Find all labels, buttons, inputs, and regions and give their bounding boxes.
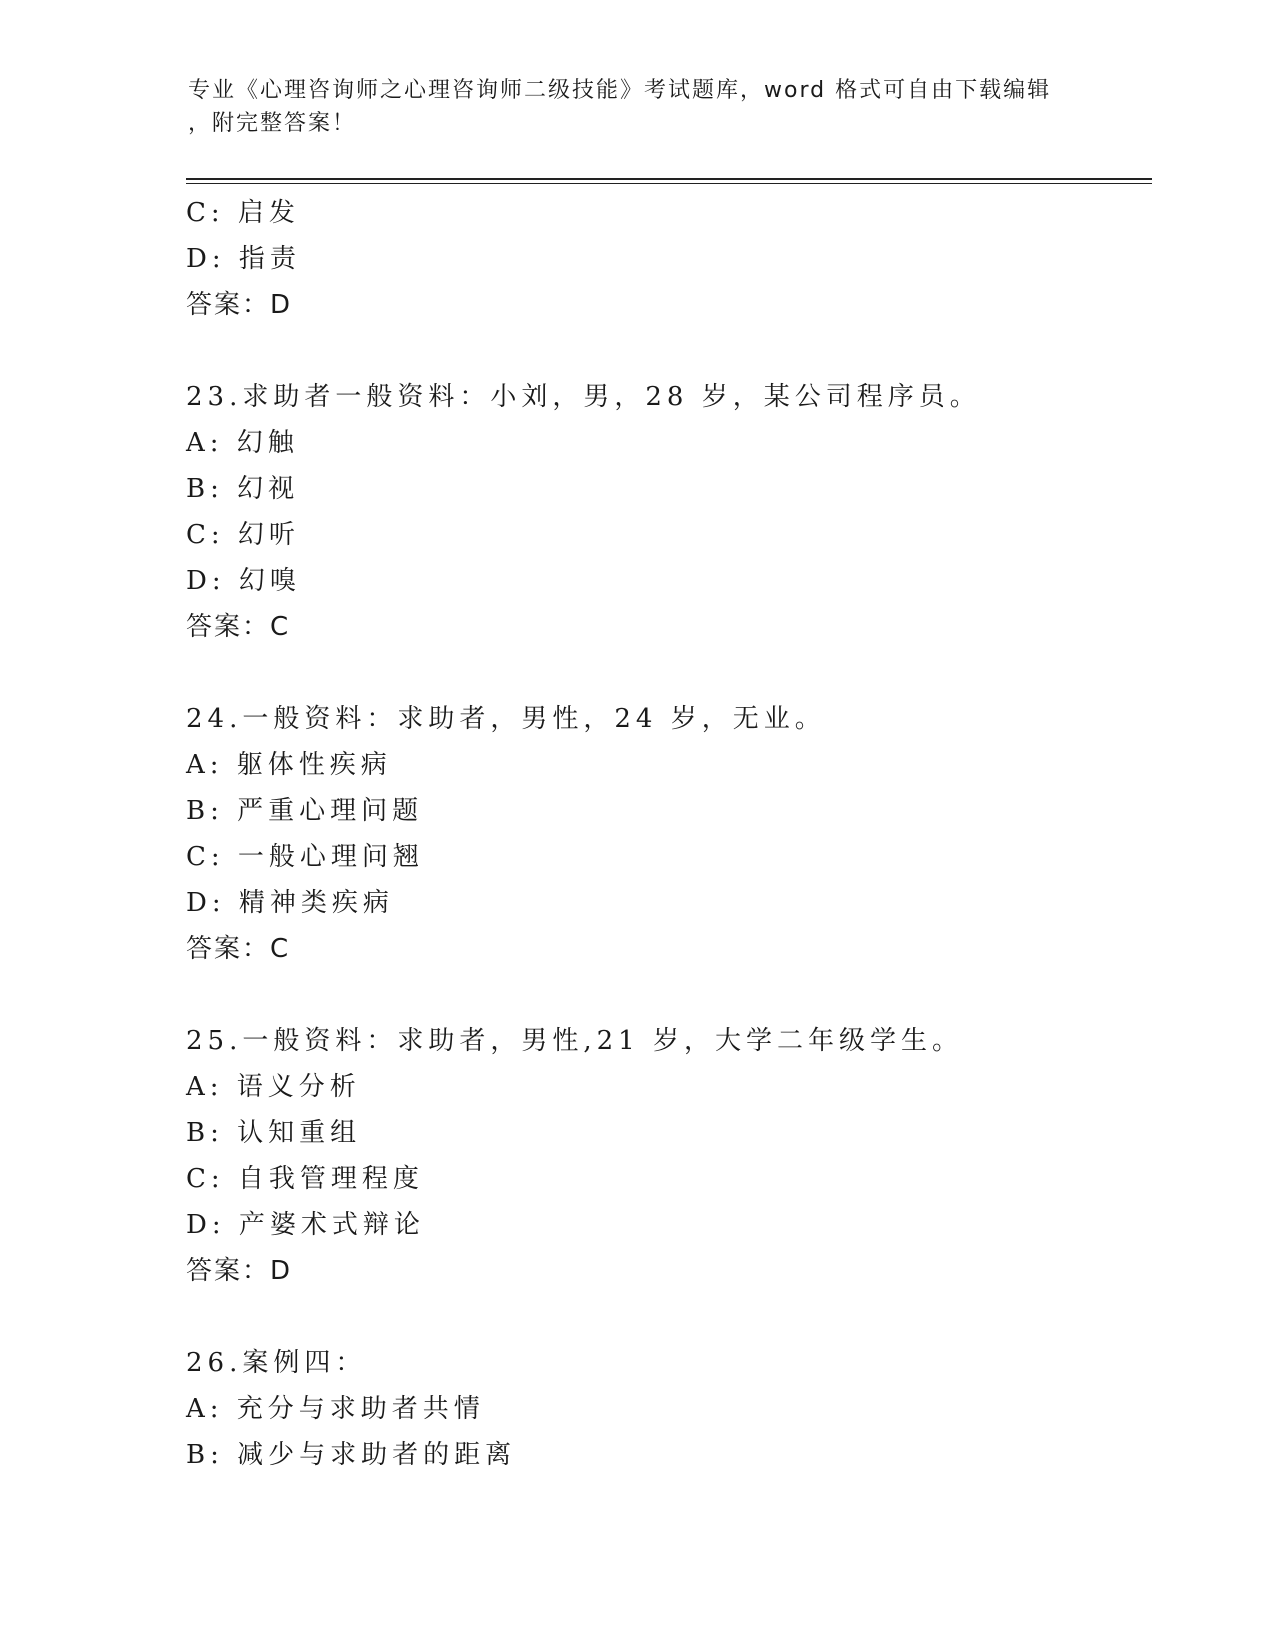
question-26 [186,1340,1146,1478]
option-d: D: 产婆术式辩论 [186,1210,425,1240]
option-a: A: 幻触 [186,428,299,458]
question-title: 26.案例四： [186,1348,367,1378]
option-d: D: 精神类疾病 [186,888,394,918]
document-header [188,74,1088,140]
answer-line: 答案：C [186,612,291,642]
option-c: C: 一般心理问翘 [186,842,424,872]
header-rule-thick [186,178,1152,180]
question-list [186,190,1146,1478]
question-25 [186,1018,1146,1294]
question-title: 24.一般资料：求助者，男性，24 岁，无业。 [186,704,826,734]
question-title: 25.一般资料：求助者，男性,21 岁，大学二年级学生。 [186,1026,963,1056]
answer-line: 答案：D [186,290,293,320]
question-fragment [186,190,1146,328]
question-title: 23.求助者一般资料：小刘，男，28 岁，某公司程序员。 [186,382,981,412]
option-a: A: 语义分析 [186,1072,361,1102]
header-line-1: 专业《心理咨询师之心理咨询师二级技能》考试题库，word 格式可自由下载编辑 [188,78,1052,103]
question-23 [186,374,1146,650]
answer-line: 答案：D [186,1256,293,1286]
option-a: A: 充分与求助者共情 [186,1394,485,1424]
option-b: B: 认知重组 [186,1118,362,1148]
header-rule-thin [186,183,1152,184]
question-24 [186,696,1146,972]
option-a: A: 躯体性疾病 [186,750,392,780]
option-c: C: 启发 [186,198,300,228]
option-d: D: 幻嗅 [186,566,301,596]
option-b: B: 严重心理问题 [186,796,424,826]
option-d: D: 指责 [186,244,301,274]
header-line-2: ，附完整答案！ [188,111,357,136]
answer-line: 答案：C [186,934,291,964]
option-b: B: 减少与求助者的距离 [186,1440,517,1470]
option-b: B: 幻视 [186,474,300,504]
option-c: C: 自我管理程度 [186,1164,424,1194]
option-c: C: 幻听 [186,520,300,550]
